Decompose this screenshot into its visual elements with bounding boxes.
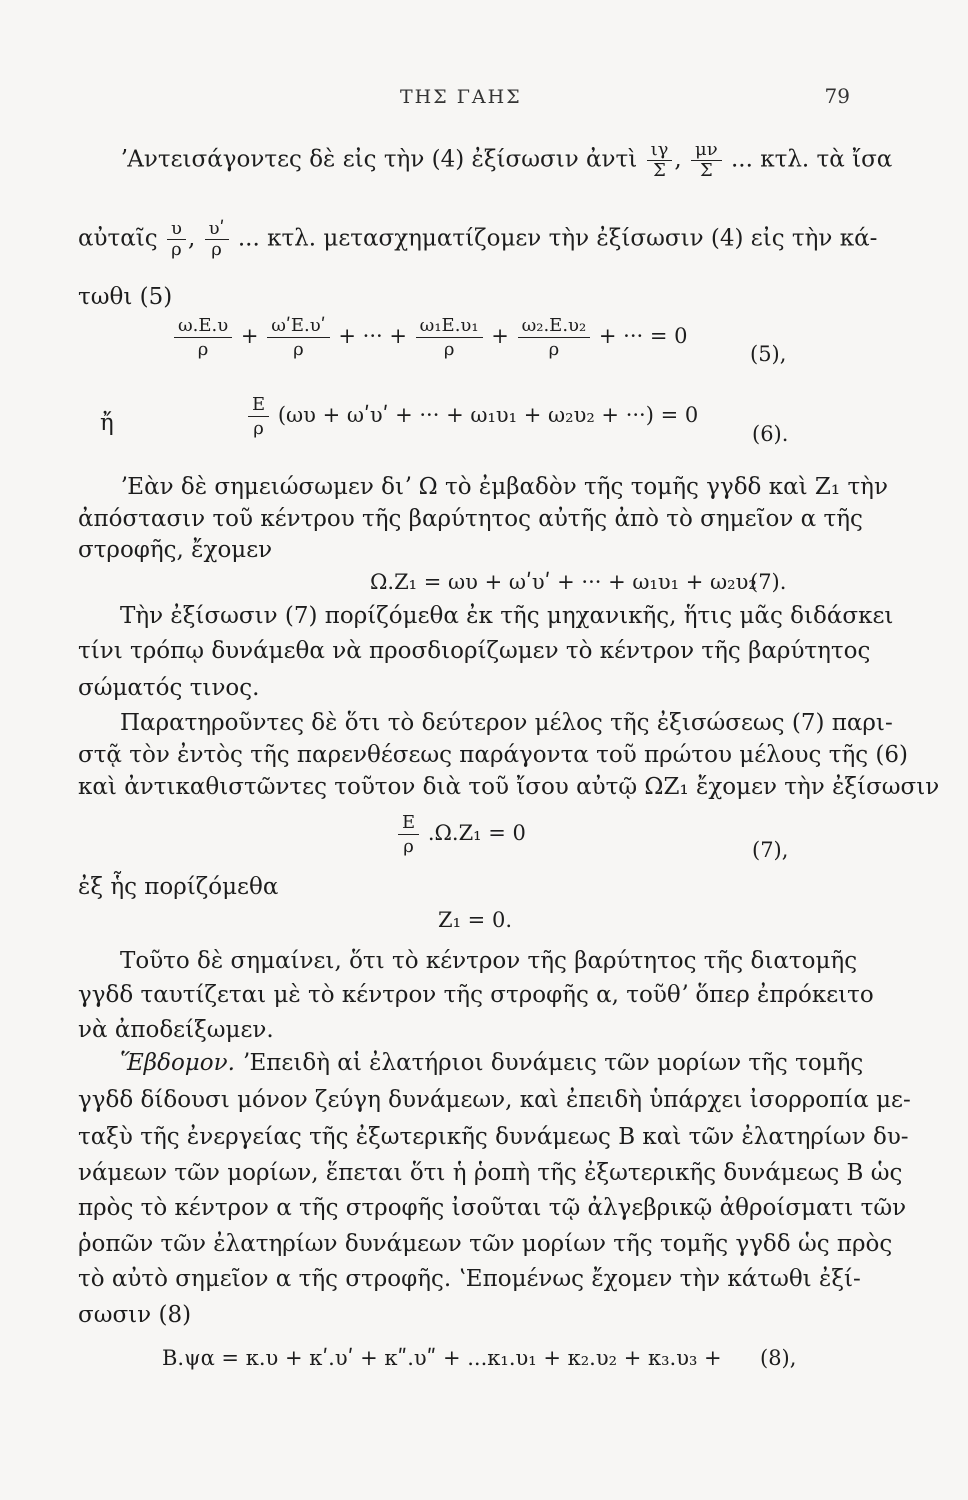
paragraph-line: Τὴν ἐξίσωσιν (7) πορίζόμεθα ἐκ τῆς μηχανικῆς, ἥτις μᾶς διδάσκει <box>120 603 894 629</box>
term: $\frac{\omega.E.\upsilon}{\rho}$ <box>174 315 232 360</box>
operator: + <box>491 324 509 348</box>
term: $\frac{\text{ω₁Ε.υ₁}}{\rho}$ <box>416 315 483 360</box>
text: ʼΕπειδὴ αἱ ἐλατήριοι δυνάμεις τῶν μορίων τῆς τομῆς <box>242 1050 864 1076</box>
term: $\frac{\text{ωʹΕ.υʹ}}{\rho}$ <box>267 315 330 360</box>
paragraph-line <box>120 1052 863 1075</box>
expression: .Ω.Ζ₁ = 0 <box>427 821 526 845</box>
text-line-2: αὐταῖς $\frac{\upsilon}{\rho}$ , $\frac{\text{υʹ}}{\rho}$ ... κτλ. μετασχηματίζομεν τὴν ἐξίσωσιν (4) εἰς τὴν κά- <box>78 218 878 260</box>
fraction-u-prime: $\frac{\text{υʹ}}{\rho}$ <box>205 220 229 259</box>
paragraph-line: ταξὺ τῆς ἐνεργείας τῆς ἐξωτερικῆς δυνάμεως Β καὶ τῶν ἐλατηρίων δυ- <box>78 1124 909 1150</box>
paragraph-line: Τοῦτο δὲ σημαίνει, ὅτι τὸ κέντρον τῆς βαρύτητος τῆς διατομῆς <box>120 948 858 974</box>
paragraph-line: Παρατηροῦντες δὲ ὅτι τὸ δεύτερον μέλος τῆς ἐξισώσεως (7) παρι- <box>120 710 893 736</box>
equation-5-label: (5), <box>750 342 787 366</box>
paragraph-line: ἀπόστασιν τοῦ κέντρου τῆς βαρύτητος αὐτῆς ἀπὸ τὸ σημεῖον α τῆς <box>78 506 863 532</box>
paragraph-line: καὶ ἀντικαθιστῶντες τοῦτον διὰ τοῦ ἴσου αὐτῷ ΩΖ₁ ἔχομεν τὴν ἐξίσωσιν <box>78 774 940 800</box>
equation-5 <box>172 315 688 360</box>
fraction-mn: $\frac{\mu\nu}{\Sigma}$ <box>691 141 722 180</box>
paragraph-line: τὸ αὐτὸ σημεῖον α τῆς στροφῆς. ʽΕπομένως ἔχομεν τὴν κάτωθι ἐξί- <box>78 1266 861 1292</box>
text: ... κτλ. μετασχηματίζομεν τὴν ἐξίσωσιν (4) εἰς τὴν κά- <box>237 225 878 252</box>
page-number: 79 <box>824 84 850 108</box>
eq6-prefix: ἤ <box>100 410 114 436</box>
paragraph-line: τίνι τρόπῳ δυνάμεθα νὰ προσδιορίζωμεν τὸ κέντρον τῆς βαρύτητος <box>78 638 871 664</box>
text: ʼΑντεισάγοντες δὲ εἰς τὴν (4) ἐξίσωσιν ἀντὶ <box>120 146 638 173</box>
running-title: ΤΗΣ ΓΑΗΣ <box>400 86 522 108</box>
equation-7b <box>396 812 526 857</box>
paragraph-line: στᾷ τὸν ἐντὸς τῆς παρενθέσεως παράγοντα τοῦ πρώτου μέλους τῆς (6) <box>78 742 909 768</box>
expression: (ωυ + ωʹυʹ + ··· + ω₁υ₁ + ω₂υ₂ + ···) = 0 <box>277 403 699 427</box>
equation-6-label: (6). <box>752 422 789 446</box>
paragraph-line: νάμεων τῶν μορίων, ἕπεται ὅτι ἡ ῥοπὴ τῆς ἐξωτερικῆς δυνάμεως Β ὡς <box>78 1160 903 1186</box>
paragraph-line: ʼΕὰν δὲ σημειώσωμεν διʼ Ω τὸ ἐμβαδὸν τῆς τομῆς γγδδ καὶ Ζ₁ τὴν <box>120 474 888 500</box>
operator: + <box>240 324 259 348</box>
text-line-1: ʼΑντεισάγοντες δὲ εἰς τὴν (4) ἐξίσωσιν ἀντὶ $\frac{\iota\gamma}{\Sigma}$ , $\frac{\mu\nu}{\Sigma}$ ... κτλ. τὰ ἴσα <box>120 139 893 181</box>
text-line-3: τωθι (5) <box>78 284 173 310</box>
equation-z: Ζ₁ = 0. <box>438 908 512 932</box>
equation-7-label: (7). <box>750 570 787 594</box>
equation-8: Β.ψα = κ.υ + κʹ.υʹ + κʺ.υʺ + ...κ₁.υ₁ + κ₂.υ₂ + κ₃.υ₃ + <box>162 1346 722 1370</box>
fraction-u: $\frac{\upsilon}{\rho}$ <box>167 220 186 259</box>
paragraph-line: στροφῆς, ἔχομεν <box>78 537 273 563</box>
paragraph-line: ἐξ ἧς πορίζόμεθα <box>78 874 279 900</box>
paragraph-line: σώματός τινος. <box>78 675 260 701</box>
term: $\frac{E}{\rho}$ <box>248 394 269 439</box>
operator: + ··· + <box>338 324 407 348</box>
text: ... κτλ. τὰ ἴσα <box>730 146 893 173</box>
equation-6 <box>246 394 698 439</box>
paragraph-line: νὰ ἀποδείξωμεν. <box>78 1017 274 1043</box>
paragraph-line: σωσιν (8) <box>78 1302 192 1328</box>
paragraph-line: πρὸς τὸ κέντρον α τῆς στροφῆς ἰσοῦται τῷ ἀλγεβρικῷ ἀθροίσματι τῶν <box>78 1195 907 1221</box>
text: αὐταῖς <box>78 225 158 252</box>
paragraph-line: ῥοπῶν τῶν ἐλατηρίων δυνάμεων τῶν μορίων τῆς τομῆς γγδδ ὡς πρὸς <box>78 1231 893 1257</box>
operator: + ··· = 0 <box>598 324 688 348</box>
equation-7: Ω.Ζ₁ = ωυ + ωʹυʹ + ··· + ω₁υ₁ + ω₂υ₂ <box>370 570 757 594</box>
paragraph-line: γγδδ ταυτίζεται μὲ τὸ κέντρον τῆς στροφῆς α, τοῦθʼ ὅπερ ἐπρόκειτο <box>78 982 874 1008</box>
section-heading: Ἕβδομον. <box>120 1050 235 1076</box>
fraction-ig: $\frac{\iota\gamma}{\Sigma}$ <box>647 141 673 180</box>
term: $\frac{\text{ω₂.Ε.υ₂}}{\rho}$ <box>518 315 591 360</box>
term: $\frac{E}{\rho}$ <box>398 812 419 857</box>
equation-8-label: (8), <box>760 1346 797 1370</box>
paragraph-line: γγδδ δίδουσι μόνον ζεύγη δυνάμεων, καὶ ἐπειδὴ ὑπάρχει ἰσορροπία με- <box>78 1087 911 1113</box>
equation-7b-label: (7), <box>752 838 789 862</box>
